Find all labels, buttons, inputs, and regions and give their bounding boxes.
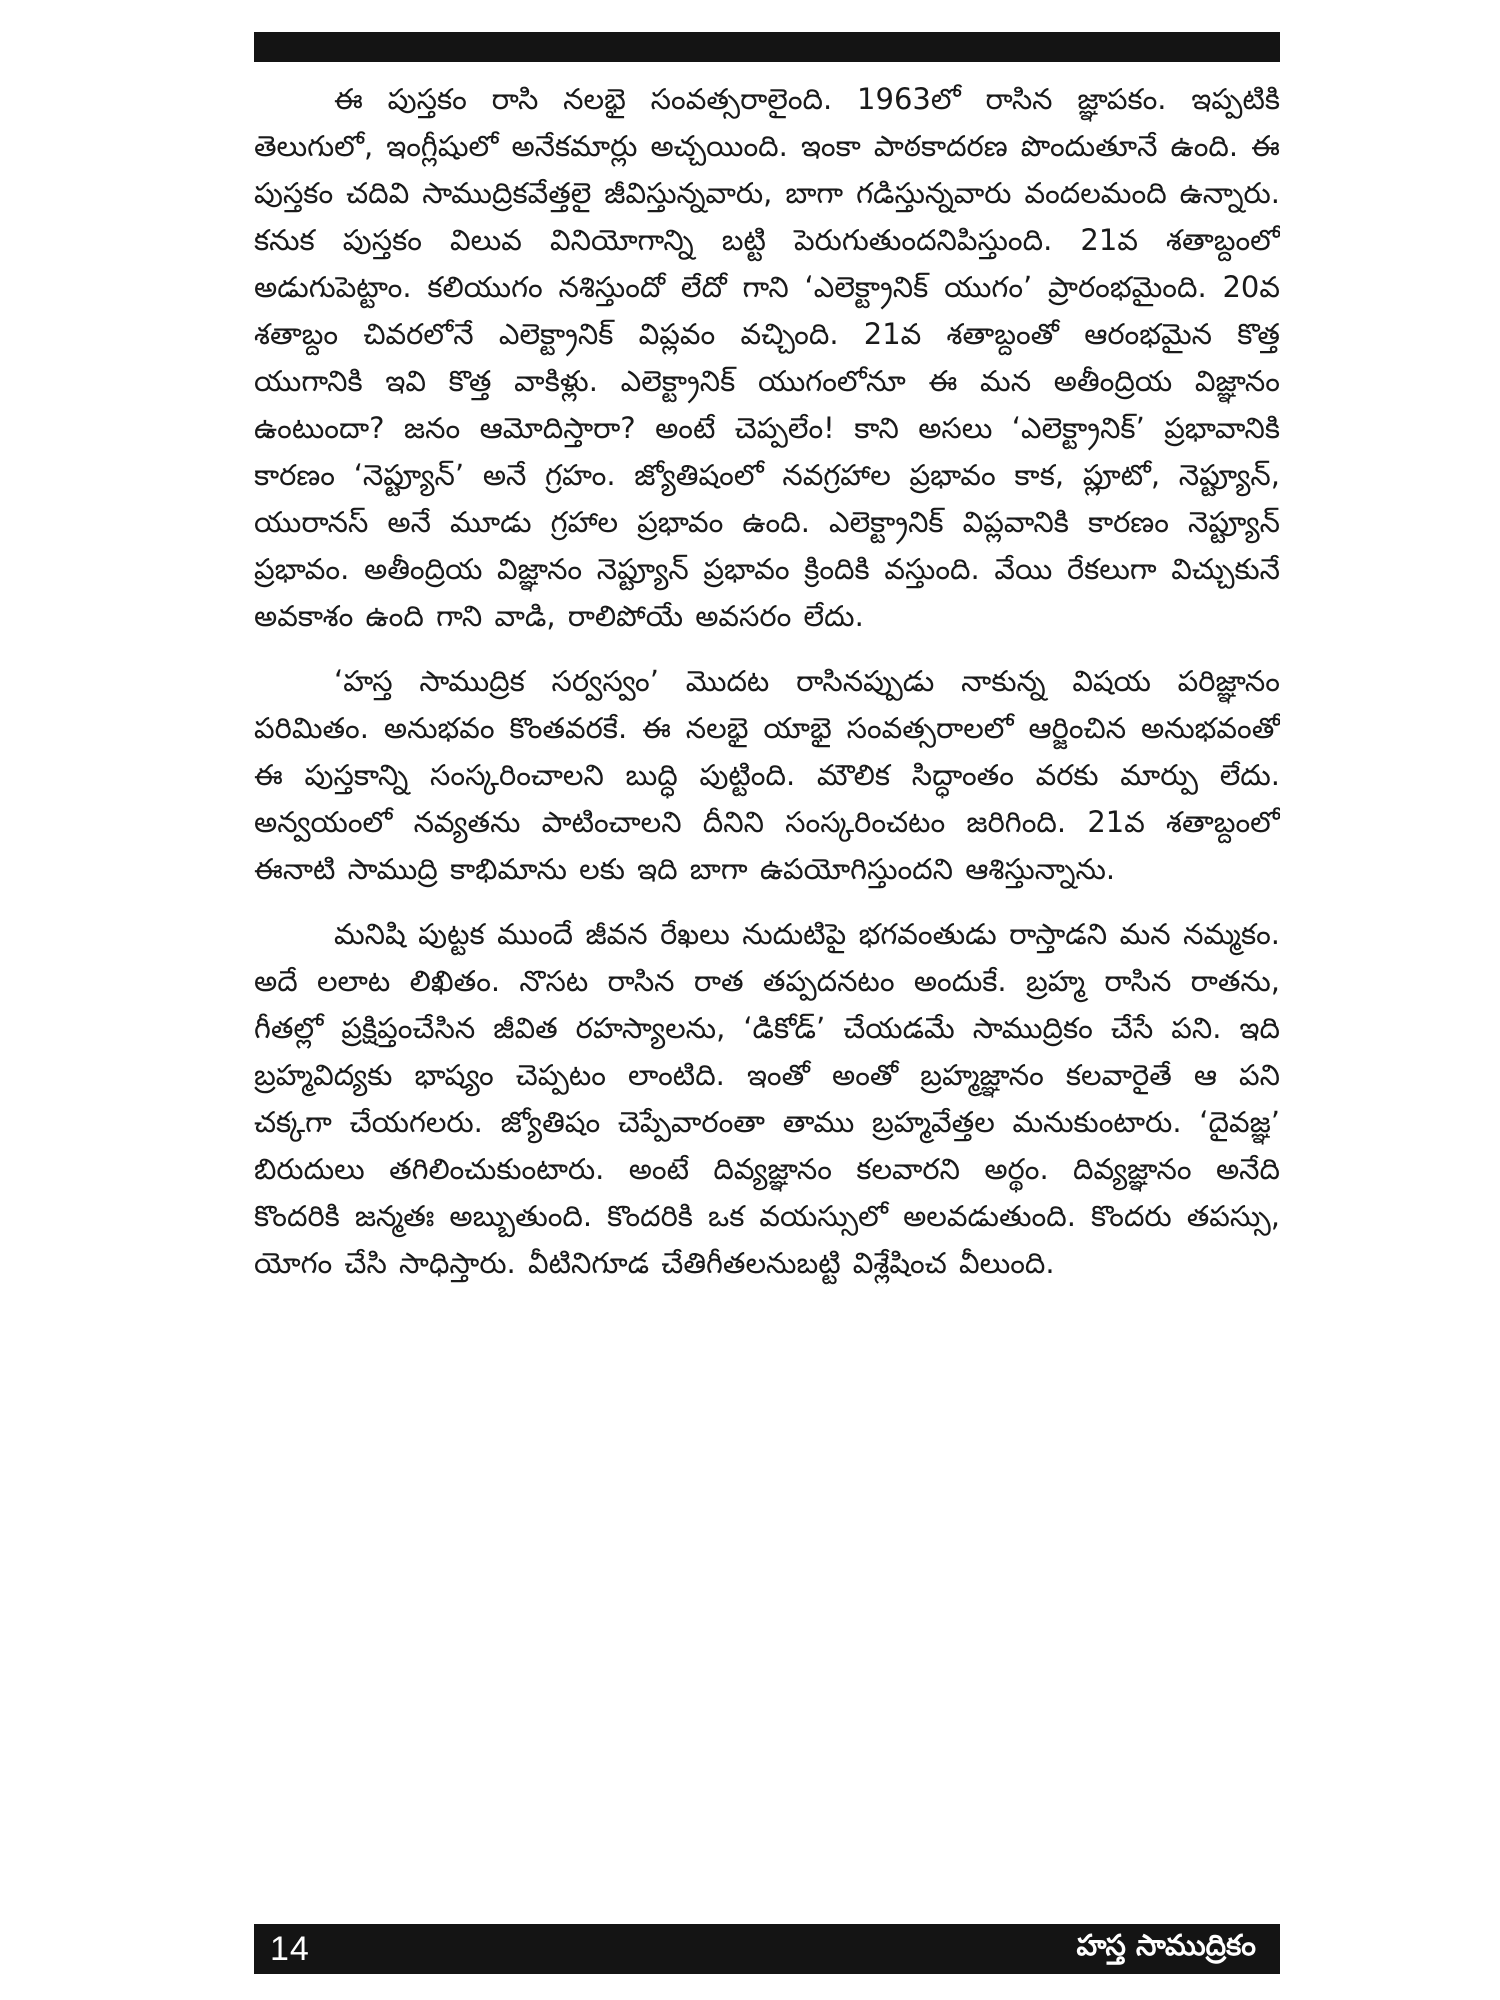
body-text [254,76,1280,1886]
paragraph-1: ఈ పుస్తకం రాసి నలభై సంవత్సరాలైంది. 1963లో రాసిన జ్ఞాపకం. ఇప్పటికి తెలుగులో, ఇంగ్లీషులో అనేకమార్లు అచ్చయింది. ఇంకా పాఠకాదరణ పొందుతూనే ఉంది. ఈ పుస్తకం చదివి సాముద్రికవేత్తలై జీవిస్తున్నవారు, బాగా గడిస్తున్నవారు వందలమంది ఉన్నారు. కనుక పుస్తకం విలువ వినియోగాన్ని బట్టి పెరుగుతుందనిపిస్తుంది. 21వ శతాబ్దంలో అడుగుపెట్టాం. కలియుగం నశిస్తుందో లేదో గాని ‘ఎలెక్ట్రానిక్ యుగం’ ప్రారంభమైంది. 20వ శతాబ్దం చివరలోనే ఎలెక్ట్రానిక్ విప్లవం వచ్చింది. 21వ శతాబ్దంతో ఆరంభమైన కొత్త యుగానికి ఇవి కొత్త వాకిళ్లు. ఎలెక్ట్రానిక్ యుగంలోనూ ఈ మన అతీంద్రియ విజ్ఞానం ఉంటుందా? జనం ఆమోదిస్తారా? అంటే చెప్పలేం! కాని అసలు ‘ఎలెక్ట్రానిక్’ ప్రభావానికి కారణం ‘నెప్ట్యూన్’ అనే గ్రహం. జ్యోతిషంలో నవగ్రహాల ప్రభావం కాక, ప్లూటో, నెప్ట్యూన్, యురానస్ అనే మూడు గ్రహాల ప్రభావం ఉంది. ఎలెక్ట్రానిక్ విప్లవానికి కారణం నెప్ట్యూన్ ప్రభావం. అతీంద్రియ విజ్ఞానం నెప్ట్యూన్ ప్రభావం క్రిందికి వస్తుంది. వేయి రేకలుగా విచ్చుకునే అవకాశం ఉంది గాని వాడి, రాలిపోయే అవసరం లేదు. [254,82,1280,633]
footer-bar [254,1924,1280,1974]
header-rule [254,32,1280,62]
page-number: 14 [270,1929,310,1968]
running-title: హస్త సాముద్రికం [1076,1928,1256,1962]
paragraph-3: మనిషి పుట్టక ముందే జీవన రేఖలు నుదుటిపై భగవంతుడు రాస్తాడని మన నమ్మకం. అదే లలాట లిఖితం. నొసట రాసిన రాత తప్పదనటం అందుకే. బ్రహ్మ రాసిన రాతను, గీతల్లో ప్రక్షిప్తంచేసిన జీవిత రహస్యాలను, ‘డికోడ్’ చేయడమే సాముద్రికం చేసే పని. ఇది బ్రహ్మవిద్యకు భాష్యం చెప్పటం లాంటిది. ఇంతో అంతో బ్రహ్మజ్ఞానం కలవారైతే ఆ పని చక్కగా చేయగలరు. జ్యోతిషం చెప్పేవారంతా తాము బ్రహ్మవేత్తల మనుకుంటారు. ‘దైవజ్ఞ’ బిరుదులు తగిలించుకుంటారు. అంటే దివ్యజ్ఞానం కలవారని అర్థం. దివ్యజ్ఞానం అనేది కొందరికి జన్మతః అబ్బుతుంది. కొందరికి ఒక వయస్సులో అలవడుతుంది. కొందరు తపస్సు, యోగం చేసి సాధిస్తారు. వీటినిగూడ చేతిగీతలనుబట్టి విశ్లేషించ వీలుంది. [254,917,1280,1280]
paragraph-2: ‘హస్త సాముద్రిక సర్వస్వం’ మొదట రాసినప్పుడు నాకున్న విషయ పరిజ్ఞానం పరిమితం. అనుభవం కొంతవరకే. ఈ నలభై యాభై సంవత్సరాలలో ఆర్జించిన అనుభవంతో ఈ పుస్తకాన్ని సంస్కరించాలని బుద్ధి పుట్టింది. మౌలిక సిద్ధాంతం వరకు మార్పు లేదు. అన్వయంలో నవ్యతను పాటించాలని దీనిని సంస్కరించటం జరిగింది. 21వ శతాబ్దంలో ఈనాటి సాముద్రి కాభిమాను లకు ఇది బాగా ఉపయోగిస్తుందని ఆశిస్తున్నాను. [254,664,1280,886]
